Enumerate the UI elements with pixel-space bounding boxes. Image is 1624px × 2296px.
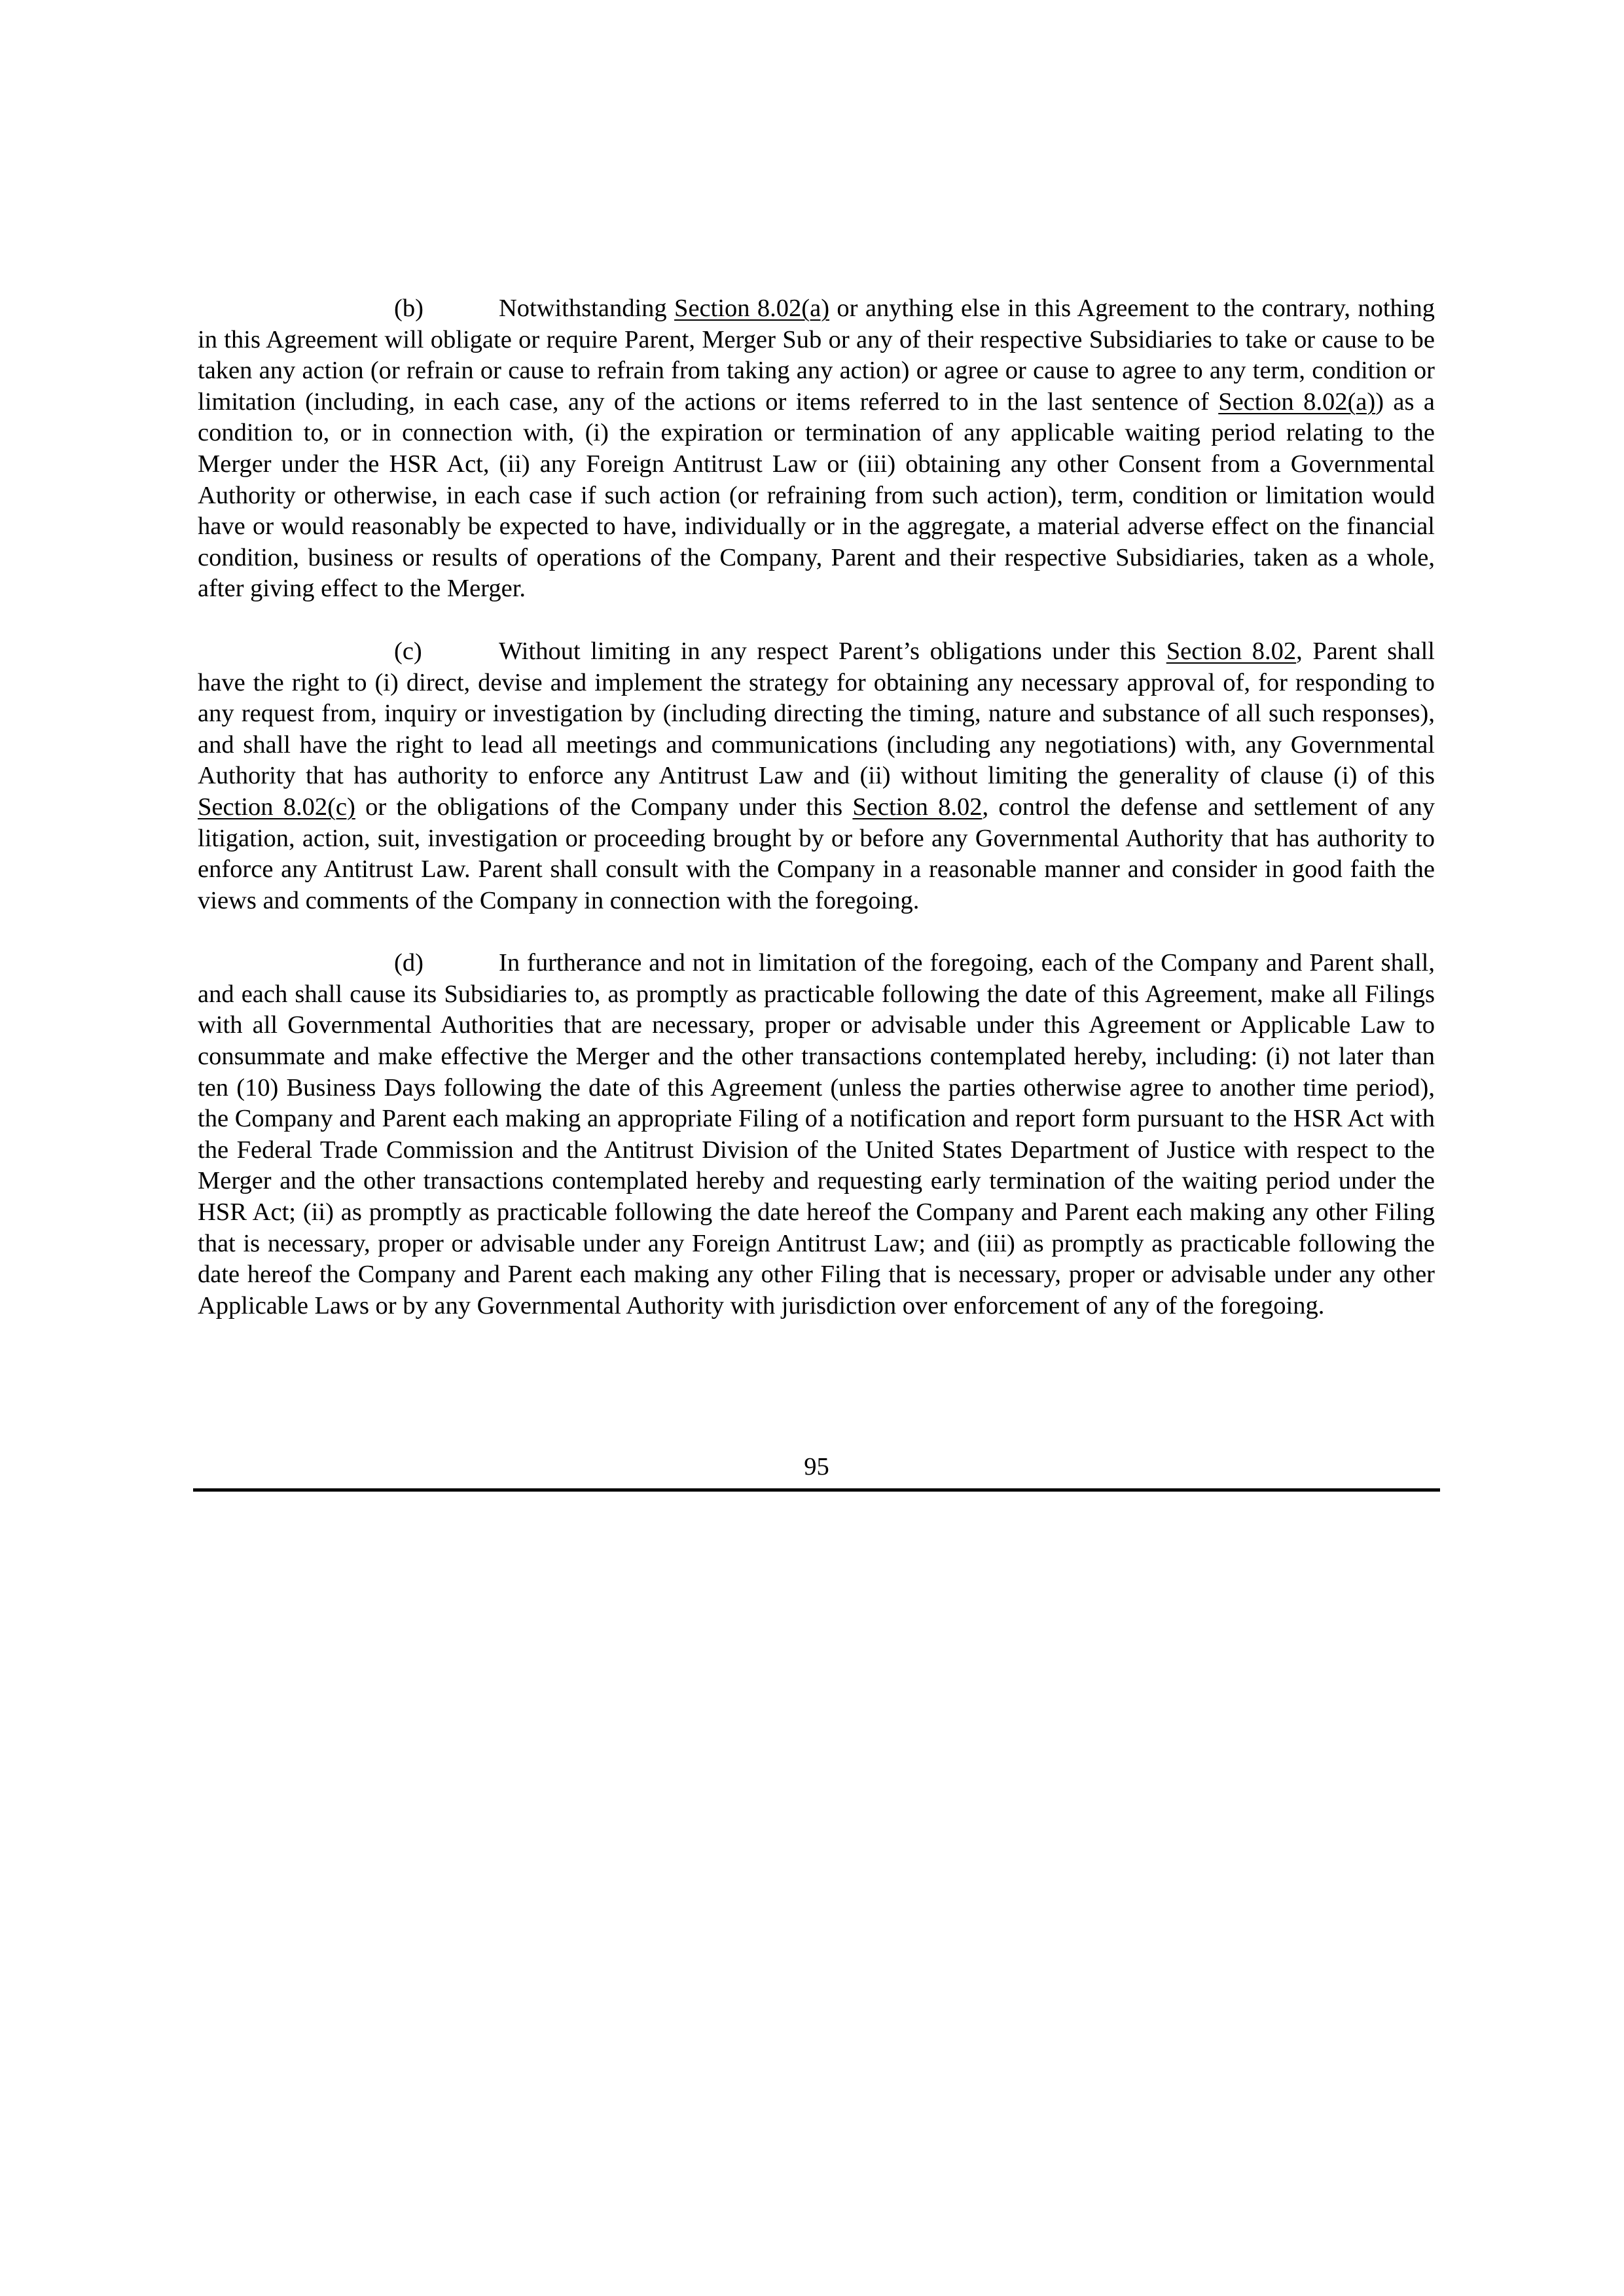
paragraph-label: (d) [394,949,424,977]
page-number: 95 [804,1453,829,1480]
paragraph-label: (c) [394,637,422,665]
section-reference-link: Section 8.02 [1166,637,1297,665]
footer-divider [193,1488,1440,1492]
paragraph-label: (b) [394,295,424,322]
paragraph-d: (d) In furtherance and not in limitation of the foregoing, each of the Company and Parent shall, and each shall cause its Subsidiaries to, as promptly as practicable following the date of this Agreement, make all Filings with all Governmental Authorities that are necessary, proper or advisable under this Agreement or Applicable Law to consummate and make effective the Merger and the other transactions contemplated hereby, including: (i) not later than ten (10) Business Days following the date of this Agreement (unless the parties otherwise agree to another time period), the Company and Parent each making an appropriate Filing of a notification and report form pursuant to the HSR Act with the Federal Trade Commission and the Antitrust Division of the United States Department of Justice with respect to the Merger and the other transactions contemplated hereby and requesting early termination of the waiting period under the HSR Act; (ii) as promptly as practicable following the date hereof the Company and Parent each making any other Filing that is necessary, proper or advisable under any Foreign Antitrust Law; and (iii) as promptly as practicable following the date hereof the Company and Parent each making any other Filing that is necessary, proper or advisable under any other Applicable Laws or by any Governmental Authority with jurisdiction over enforcement of any of the foregoing. [198,949,1435,1319]
section-reference-link: Section 8.02(c) [198,793,355,821]
document-body [198,293,1435,1353]
section-reference-link: Section 8.02 [852,793,983,821]
page-footer [193,1452,1440,1498]
section-reference-link: Section 8.02(a) [1218,387,1376,416]
section-reference-link: Section 8.02(a) [674,295,830,322]
paragraph-b: (b) Notwithstanding Section 8.02(a) or anything else in this Agreement to the contrary, nothing in this Agreement will obligate or require Parent, Merger Sub or any of their respective Subsidiaries to take or cause to be taken any action (or refrain or cause to refrain from taking any action) or agree or cause to agree to any term, condition or limitation (including, in each case, any of the actions or items referred to in the last sentence of Section 8.02(a)) as a condition to, or in connection with, (i) the expiration or termination of any applicable waiting period relating to the Merger under the HSR Act, (ii) any Foreign Antitrust Law or (iii) obtaining any other Consent from a Governmental Authority or otherwise, in each case if such action (or refraining from such action), term, condition or limitation would have or would reasonably be expected to have, individually or in the aggregate, a material adverse effect on the financial condition, business or results of operations of the Company, Parent and their respective Subsidiaries, taken as a whole, after giving effect to the Merger. [198,295,1435,603]
paragraph-c: (c) Without limiting in any respect Parent’s obligations under this Section 8.02, Parent shall have the right to (i) direct, devise and implement the strategy for obtaining any necessary approval of, for responding to any request from, inquiry or investigation by (including directing the timing, nature and substance of all such responses), and shall have the right to lead all meetings and communications (including any negotiations) with, any Governmental Authority that has authority to enforce any Antitrust Law and (ii) without limiting the generality of clause (i) of this Section 8.02(c) or the obligations of the Company under this Section 8.02, control the defense and settlement of any litigation, action, suit, investigation or proceeding brought by or before any Governmental Authority that has authority to enforce any Antitrust Law. Parent shall consult with the Company in a reasonable manner and consider in good faith the views and comments of the Company in connection with the foregoing. [198,637,1435,914]
